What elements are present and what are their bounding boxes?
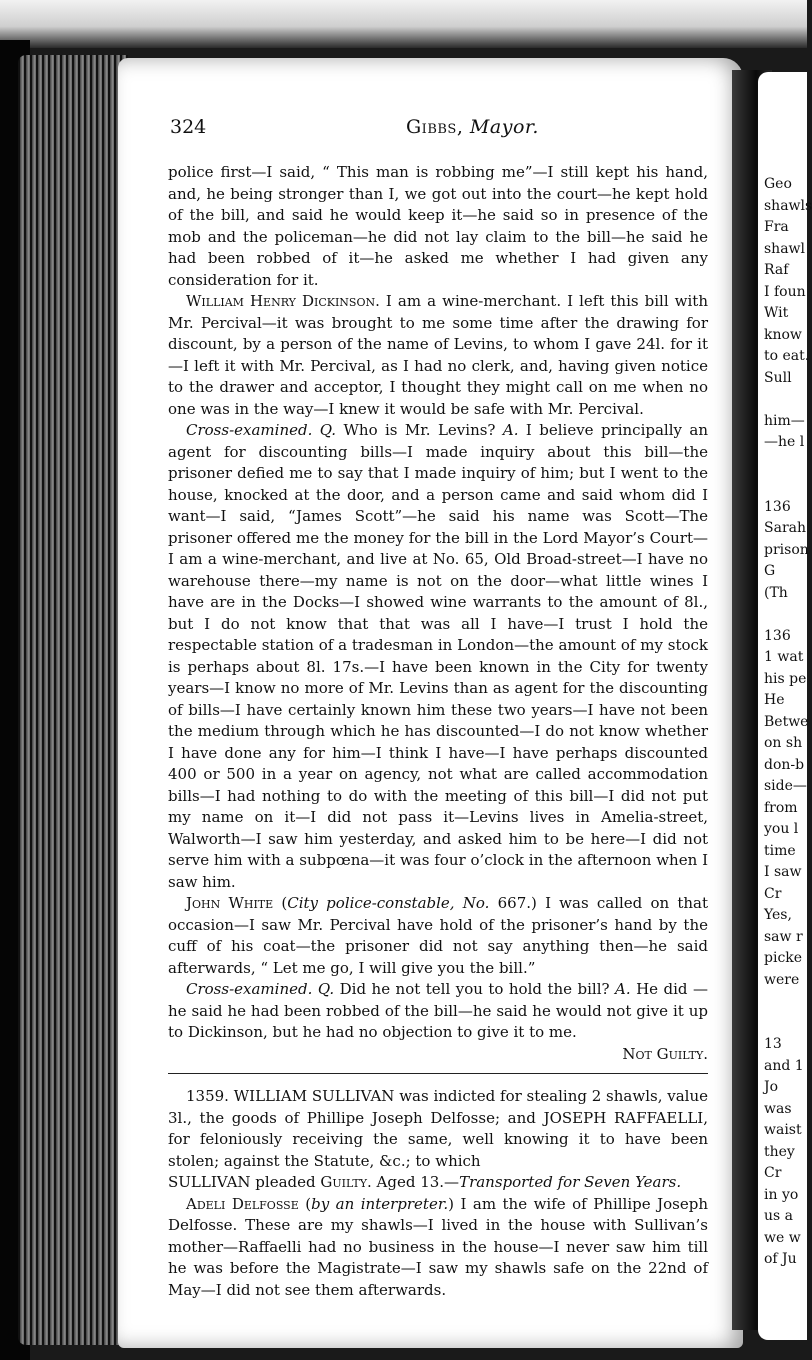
right-page-fragment: G [764,563,776,579]
speaker-note: by an interpreter. [311,1194,449,1213]
right-page-fragment: was [764,1100,792,1117]
cross-examination-dickinson [168,420,708,893]
right-page-fragment: Fra [764,219,789,235]
right-page-fragment: you l [764,821,799,837]
right-page-fragment: on sh [764,735,803,751]
testimony-text: ) I am the wife of Phillipe Joseph Delfosse. These are my shawls—I lived in the house with Sullivan’s mother—Raffaelli had no business in the house—I never saw him till he was before the Magistrate—I saw my shawls safe on the 22nd of May—I did not see them afterwards. [168,1194,708,1299]
case-1359-plea [168,1172,708,1194]
right-page-fragment: Cr [764,1165,782,1181]
right-page-fragment [764,475,807,497]
cross-examined-label: Cross-examined. Q. [186,421,337,439]
right-page-text-fragments [764,174,812,1271]
right-page-fragment: us a [764,1208,793,1224]
right-page-fragment: Wit [764,305,789,321]
right-page-fragment: I saw [764,864,802,880]
cross-examination-white [168,979,708,1044]
sentence: Transported for Seven Years. [459,1173,682,1191]
right-page-fragment: know [764,326,802,343]
right-page-fragment: prison [764,541,809,558]
right-page-fragment: Jo [764,1079,779,1095]
answer-label: A. [502,421,519,439]
speaker-name: Adeli Delfosse [186,1194,299,1213]
right-page-fragment: I foun [764,283,806,300]
question-text: Who is Mr. Levins? [336,421,503,439]
right-page-fragment: side— [764,778,807,794]
page-header [170,116,690,146]
defendant-age: Aged 13.— [371,1173,460,1191]
right-page-fragment: don-b [764,756,805,773]
right-page-fragment: saw r [764,928,803,945]
plea-name: SULLIVAN pleaded [168,1173,321,1191]
right-page-fragment: of Ju [764,1251,797,1267]
testimony-white: John White (City police-constable, No. 667.) I was called on that occasion—I saw Mr. Percival have hold of the prisoner’s hand by the cuff of his coat—the prisoner did not say anything then—he said afterwards, “ Let me go, I will give you the bill.” [168,894,708,977]
right-page-fragment: from [764,799,798,816]
right-page-fragment [764,991,807,1013]
right-page-fragment: Sarah [764,520,806,536]
right-page-fragment: shawl [764,240,806,257]
speaker-role-number: 667.) [489,894,537,912]
running-head-name: Gibbs [406,116,457,138]
right-page-fragment: 136 [764,627,791,644]
verdict: Not Guilty. [622,1044,708,1063]
left-page [118,58,743,1348]
right-page-fragment: Yes, [764,907,792,923]
right-page-fragment: him— [764,412,805,429]
answer-text: He did —he said he had been robbed of the bill—he said he would not give it up to Dickinson, but he had no objection to give it to me. [168,980,709,1041]
right-page-fragment: Sull [764,369,792,386]
right-page-fragment: his pe [764,670,807,687]
page-number: 324 [170,116,207,138]
testimony-text: I was called on that occasion—I saw Mr. Percival have hold of the prisoner’s hand by the cuff of his coat—the prisoner did not say anything then—he said afterwards, “ Let me go, I will give you the bill.” [168,894,708,977]
right-page-fragment: 1 wat [764,649,804,665]
right-page [758,72,812,1340]
right-page-fragment [764,454,807,476]
right-page-fragment: —he l [764,434,805,450]
right-page-fragment [764,1013,807,1035]
case-1359-intro: 1359. WILLIAM SULLIVAN was indicted for stealing 2 shawls, value 3l., the goods of Phillipe Joseph Delfosse; and JOSEPH RAFFAELLI, for feloniously receiving the same, well knowing it to have been stolen; against the Statute, &c.; to which [168,1087,708,1170]
right-page-fragment: and 1 [764,1057,804,1074]
speaker-name: William Henry Dickinson. [186,292,380,310]
plea: Guilty. [320,1173,372,1191]
right-page-fragment: were [764,971,800,988]
running-head-separator: , [456,116,470,138]
running-head-title: Mayor. [469,116,539,138]
answer-text: I believe principally an agent for discounting bills—I made inquiry about this bill—the prisoner defied me to say that I made inquiry of him; but I went to the house, knocked at the door, and a person came and said whom did I want—I said, “James Scott”—he said his name was Scott—The prisoner offered me the money for the bill in the Lord Mayor’s Court—I am a wine-merchant, and live at No. 65, Old Broad-street—I have no warehouse there—my name is not on the door—what little wines I have are in the Docks—I showed wine warrants to the amount of 8l., but I do not know that that was all I have—I trust I hold the respectable station of a tradesman in London—the amount of my stock is perhaps about 8l. 17s.—I have been known in the City for twenty years—I know no more of Mr. Levins than as agent for the discounting of bills—I have certainly known him these two years—I have not been the medium through which he has discounted—I do not know whether I have done any for him—I think I have—I have perhaps discounted 400 or 500 in a year on agency, not what are called accommodation bills—I had nothing to do with the meeting of this bill—I did not put my name on it—I did not pass it—Levins lives in Amelia-street, Walworth—I saw him yesterday, and asked him to be here—I did not serve him with a subpœna—it was four o’clock in the afternoon when I saw him. [168,421,709,891]
body-text [168,162,708,1301]
section-divider [168,1073,708,1074]
right-page-fragment: Cr [764,885,782,902]
cross-examined-label: Cross-examined. Q. [186,980,335,998]
right-page-fragment [764,389,807,411]
right-page-fragment: 13 [764,1036,782,1052]
paragraph-continued: police first—I said, “ This man is robbing me”—I still kept his hand, and, he being stronger than I, we got out into the court—he kept hold of the bill, and said he would keep it—he said so in presence of the mob and the policeman—he did not lay claim to the bill—he said he had been robbed of it—he asked me whether I had given any consideration for it. [168,163,708,289]
right-page-fragment: they [764,1143,795,1160]
right-page-fragment: Raf [764,262,789,278]
scan-top-edge [0,0,807,48]
right-page-fragment: shawls [764,197,812,214]
running-head [406,116,539,138]
speaker-role: City police-constable, No. [287,894,490,912]
question-text: Did he not tell you to hold the bill? [334,980,616,998]
right-page-fragment: we w [764,1229,801,1246]
right-page-fragment: in yo [764,1186,799,1203]
right-page-fragment: to eat. [764,348,810,364]
testimony-text: I am a wine-merchant. I left this bill with Mr. Percival—it was brought to me some time after the drawing for discount, by a person of the name of Levins, to whom I gave 24l. for it—I left it with Mr. Percival, as I had no clerk, and, having given notice to the drawer and acceptor, I thought they might call on me when no one was in the way—I knew it would be safe with Mr. Percival. [168,292,709,418]
right-page-fragment: Geo [764,176,792,192]
right-page-fragment: He [764,692,785,708]
right-page-fragment: (Th [764,584,788,601]
right-page-fragment: picke [764,950,803,966]
speaker-name: John White [186,894,274,912]
testimony-dickinson [168,291,708,420]
page-edges [18,55,128,1345]
right-page-fragment: 136 [764,498,791,515]
answer-label: A. [615,980,631,998]
right-page-fragment: time [764,842,796,859]
right-page-fragment: waist [764,1122,802,1138]
right-page-fragment [764,604,807,626]
right-page-fragment: Betwe [764,713,809,730]
testimony-delfosse: Adeli Delfosse (by an interpreter.) I am the wife of Phillipe Joseph Delfosse. These are my shawls—I lived in the house with Sullivan’s mother—Raffaelli had no business in the house—I never saw him till he was before the Magistrate—I saw my shawls safe on the 22nd of May—I did not see them afterwards. [168,1194,708,1299]
